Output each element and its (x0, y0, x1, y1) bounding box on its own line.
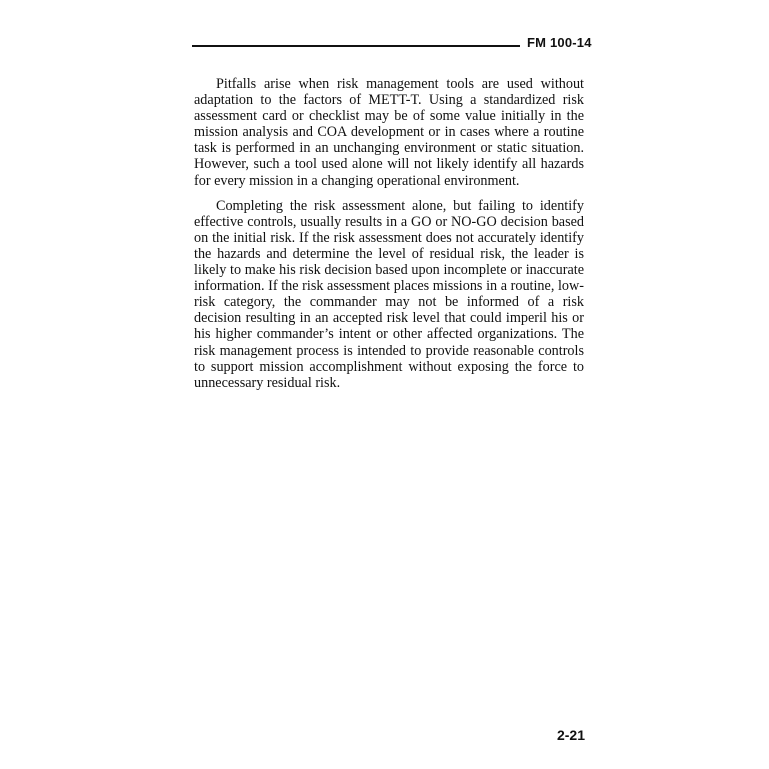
paragraph: Completing the risk assessment alone, but failing to identify effective controls, usually results in a GO or NO-GO decision based on the initial risk. If the risk assessment does not accurately identify the hazards and determine the level of residual risk, the leader is likely to make his risk decision based upon incomplete or inaccurate information. If the risk assessment places missions in a routine, low-risk category, the commander may not be informed of a risk decision resulting in an accepted risk level that could imperil his or his higher commander’s intent or other affected organizations. The risk management process is intended to provide reasonable controls to support mission accomplishment without exposing the force to unnecessary residual risk. (194, 197, 584, 391)
running-head: FM 100-14 (527, 35, 592, 50)
header-rule (192, 45, 520, 47)
page-number: 2-21 (556, 727, 585, 743)
paragraph: Pitfalls arise when risk management tools are used without adaptation to the factors of METT-T. Using a standardized risk assessment card or checklist may be of some value initially in the mission analysis and COA development or in cases where a routine task is performed in an unchanging environment or static situation. However, such a tool used alone will not likely identify all hazards for every mission in a changing operational environment. (194, 76, 584, 189)
body-text (194, 76, 584, 400)
